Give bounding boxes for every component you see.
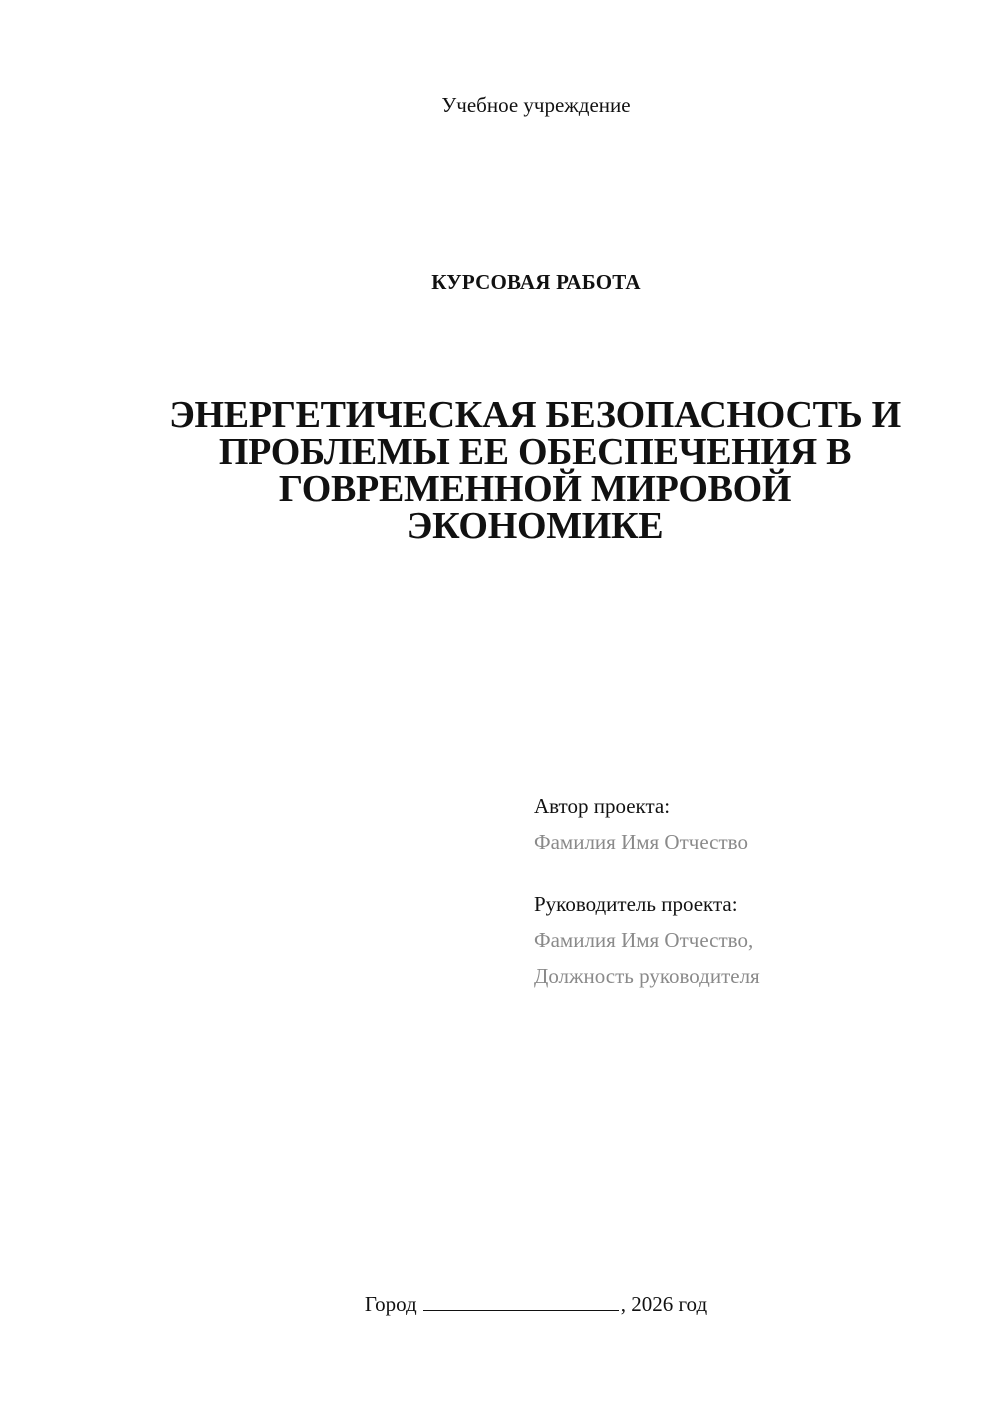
author-label: Автор проекта: bbox=[534, 794, 671, 818]
author-name: Фамилия Имя Отчество bbox=[534, 830, 748, 854]
project-info bbox=[534, 788, 760, 994]
title-line: ЭНЕРГЕТИЧЕСКАЯ БЕЗОПАСНОСТЬ И bbox=[169, 394, 901, 436]
footer-city-year bbox=[0, 1290, 1000, 1318]
supervisor-label: Руководитель проекта: bbox=[534, 892, 738, 916]
spacer bbox=[534, 860, 760, 886]
title-line: ГОВРЕМЕННОЙ МИРОВОЙ bbox=[278, 468, 792, 510]
work-type-heading: КУРСОВАЯ РАБОТА bbox=[431, 270, 641, 294]
document-title bbox=[150, 394, 920, 547]
title-line: ЭКОНОМИКЕ bbox=[406, 505, 664, 547]
city-blank-line bbox=[423, 1290, 619, 1311]
year-text: , 2026 год bbox=[620, 1292, 708, 1316]
institution-name: Учебное учреждение bbox=[441, 93, 631, 117]
supervisor-name: Фамилия Имя Отчество, bbox=[534, 928, 754, 952]
city-label: Город bbox=[364, 1292, 417, 1316]
supervisor-position: Должность руководителя bbox=[534, 964, 760, 988]
title-line: ПРОБЛЕМЫ ЕЕ ОБЕСПЕЧЕНИЯ В bbox=[218, 431, 852, 473]
